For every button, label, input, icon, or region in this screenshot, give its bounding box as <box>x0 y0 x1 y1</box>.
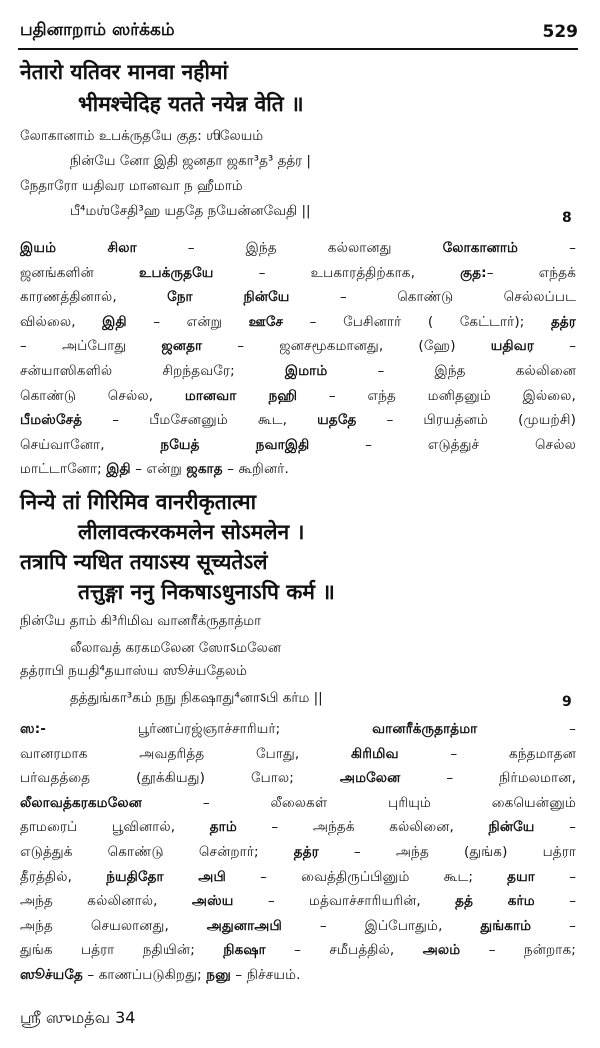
term: ஜனதா <box>161 338 203 355</box>
term: உபக்ருதயே <box>139 264 214 281</box>
term: யதிவர <box>490 338 534 355</box>
verse9-translit-line4: தத்துங்கா³கம் நநு நிகஷாது⁴னாऽபி கர்ம || <box>70 690 323 706</box>
commentary-line <box>20 844 576 862</box>
term: நின்யே <box>488 819 535 836</box>
commentary-line <box>20 437 576 455</box>
gloss: – பீமசேனனும் கூட, <box>82 412 318 429</box>
header-rule <box>18 48 578 50</box>
chapter-title: பதினாறாம் ஸர்க்கம் <box>20 20 175 40</box>
gloss: – <box>531 917 576 934</box>
verse8-translit-line2: நின்யே னோ இதி ஜனதா ஜகா³த³ தத்ர | <box>70 153 311 169</box>
verse8-sanskrit-line2: भीमश्चेदिह यतते नयेन्न वेति ॥ <box>78 92 304 116</box>
term: இமாம் <box>284 363 328 379</box>
commentary-line <box>20 265 576 283</box>
term: ஜகாத <box>186 461 223 478</box>
term: தாம் <box>209 819 237 836</box>
gloss: – <box>534 819 576 836</box>
term: நிகஷா <box>223 942 266 959</box>
gloss: – லீலைகள் புரியும் கையென்னும் <box>142 794 576 811</box>
commentary-line <box>20 314 576 332</box>
term: பீமஸ்சேத் <box>20 412 83 429</box>
gloss: – எடுத்துச் செல்ல <box>309 436 577 453</box>
term: குத: <box>460 264 487 281</box>
gloss: – <box>477 721 577 737</box>
gloss: – சமீபத்தில், <box>265 942 423 959</box>
gloss: – கந்தமாதன <box>398 745 576 762</box>
gloss: – என்று <box>130 461 187 478</box>
gloss: – இந்த கல்லானது <box>136 240 443 256</box>
gloss: – என்று <box>126 313 249 330</box>
verse8-number: 8 <box>562 210 572 226</box>
term: நனு <box>206 967 231 983</box>
term: தத்ர <box>550 313 577 330</box>
commentary-line <box>20 918 576 936</box>
gloss: தாமரைப் பூவினால், <box>20 819 210 836</box>
verse8-translit-line3: நேதாரோ யதிவர மானவா ந ஹீமாம் <box>20 178 243 194</box>
commentary-line <box>20 363 576 381</box>
gloss: – நிச்சயம். <box>230 967 301 983</box>
verse9-translit-line1: நின்யே தாம் கி³ரிமிவ வானரீக்ருதாத்மா <box>20 613 262 629</box>
gloss: – அந்த (துங்க) பத்ரா <box>318 844 576 860</box>
term: நயேத் நவாஇதி <box>160 436 310 453</box>
page-number: 529 <box>542 22 578 42</box>
gloss: – கூறினர். <box>222 461 289 478</box>
verse9-sanskrit-line3: तत्रापि न्यधित तयाऽस्य सूच्यतेऽलं <box>20 550 268 574</box>
gloss: – இந்த கல்லினை <box>327 363 576 379</box>
verse9-sanskrit-line1: निन्ये तां गिरिमिव वानरीकृतात्मा <box>20 490 257 514</box>
term: அதுனாஅபி <box>206 917 282 934</box>
gloss: – கொண்டு செல்லப்பட <box>289 289 576 306</box>
gloss: – அப்போது <box>20 338 162 355</box>
term: இதி <box>106 461 131 478</box>
term: துங்காம் <box>480 917 532 934</box>
gloss: காரணத்தினால், <box>20 289 168 306</box>
term: ந்யதிதோ அபி <box>106 868 226 885</box>
term: லீலாவத்கரகமலேன <box>20 794 143 811</box>
gloss: – <box>518 240 576 256</box>
gloss: பர்வதத்தை (தூக்கியது) போல; <box>20 770 340 787</box>
term: கிரிமிவ <box>351 745 399 762</box>
term: ஸ:- <box>20 721 46 737</box>
gloss: – <box>533 338 576 355</box>
gloss: – காணப்படுகிறது; <box>83 967 207 983</box>
gloss: சன்யாஸிகளில் சிறந்தவரே; <box>20 363 285 379</box>
gloss: – இப்போதும், <box>281 917 481 934</box>
commentary-line <box>20 869 576 887</box>
gloss: – நன்றாக; <box>460 942 576 959</box>
commentary-line <box>20 338 576 356</box>
commentary-line <box>20 461 289 479</box>
verse9-sanskrit-line2: लीलावत्करकमलेन सोऽमलेन । <box>78 520 305 544</box>
gloss: கொண்டு செல்ல, <box>20 387 185 404</box>
commentary-line <box>20 289 576 307</box>
gloss: வில்லை, <box>20 313 103 330</box>
gloss: – மத்வாச்சாரியரின், <box>233 893 456 910</box>
page-footer: ஸ்ரீ ஸுமத்வ 34 <box>20 1008 136 1027</box>
gloss: – நிர்மலமான, <box>400 770 576 787</box>
gloss: மாட்டானோ; <box>20 461 107 478</box>
gloss: – வைத்திருப்பினும் கூட; <box>225 868 508 885</box>
term: வானரீக்ருதாத்மா <box>372 721 478 737</box>
gloss: – எந்த மனிதனும் இல்லை, <box>297 387 576 404</box>
gloss: – பிரயத்னம் (முயற்சி) <box>356 412 576 429</box>
verse8-translit-line4: பீ⁴மஶ்சேதி³ஹ யததே நயேன்னவேதி || <box>70 203 311 219</box>
term: யததே <box>317 412 357 429</box>
gloss: எடுத்துக் கொண்டு சென்றார்; <box>20 844 294 860</box>
gloss: – <box>534 868 577 885</box>
term: இதி <box>102 313 127 330</box>
gloss: அந்த செயலானது, <box>20 917 207 934</box>
gloss: – பேசினார் ( கேட்டார்); <box>283 313 551 330</box>
gloss: துங்க பத்ரா நதியின்; <box>20 942 224 959</box>
gloss: ஜனங்களின் <box>20 264 140 281</box>
commentary-line <box>20 240 576 258</box>
term: ஊசே <box>248 313 284 330</box>
commentary-line <box>20 942 576 960</box>
verse8-sanskrit-line1: नेतारो यतिवर मानवा नहीमां <box>20 60 228 84</box>
term: லோகானாம் <box>442 240 519 256</box>
term: தத் கர்ம <box>455 893 535 910</box>
commentary-line <box>20 967 301 985</box>
verse8-translit-line1: லோகானாம் உபக்ருதயே குத: ஶிலேயம் <box>20 128 264 144</box>
gloss: அந்த கல்லினால், <box>20 893 192 910</box>
verse9-translit-line3: தத்ராபி நயதி⁴தயாஸ்ய ஸூச்யதேலம் <box>20 663 247 679</box>
gloss: செய்வானோ, <box>20 436 161 453</box>
term: அஸ்ய <box>191 893 234 910</box>
verse9-number: 9 <box>562 694 572 710</box>
commentary-line <box>20 795 576 813</box>
commentary-line <box>20 819 576 837</box>
gloss: பூர்ணப்ரஜ்ஞாச்சாரியர்; <box>45 721 373 737</box>
gloss: – எந்தக் <box>486 264 576 281</box>
commentary-line <box>20 746 576 764</box>
gloss: வானரமாக அவதரித்த போது, <box>20 745 352 762</box>
commentary-line <box>20 721 576 739</box>
term: அமலேன <box>339 770 401 787</box>
term: தயா <box>507 868 535 885</box>
gloss: – <box>534 893 576 910</box>
gloss: – உபகாரத்திற்காக, <box>213 264 461 281</box>
gloss: தீரத்தில், <box>20 868 107 885</box>
term: இயம் சிலா <box>20 240 137 256</box>
verse9-sanskrit-line4: तत्तुङ्गा ननु निकषाऽधुनाऽपि कर्म ॥ <box>78 580 335 604</box>
commentary-line <box>20 412 576 430</box>
verse9-translit-line2: லீலாவத் கரகமலேன ஸோऽமலேன <box>70 640 281 656</box>
term: ஸூச்யதே <box>20 967 83 983</box>
gloss: – அந்தக் கல்லினை, <box>236 819 489 836</box>
commentary-line <box>20 388 576 406</box>
commentary-line <box>20 893 576 911</box>
term: மானவா நஹி <box>184 387 298 404</box>
page-header <box>20 16 578 42</box>
gloss: – ஜனசமூகமானது, (ஹே) <box>202 338 491 355</box>
term: தத்ர <box>293 844 319 860</box>
term: அலம் <box>422 942 461 959</box>
commentary-line <box>20 770 576 788</box>
term: நோ நின்யே <box>167 289 290 306</box>
